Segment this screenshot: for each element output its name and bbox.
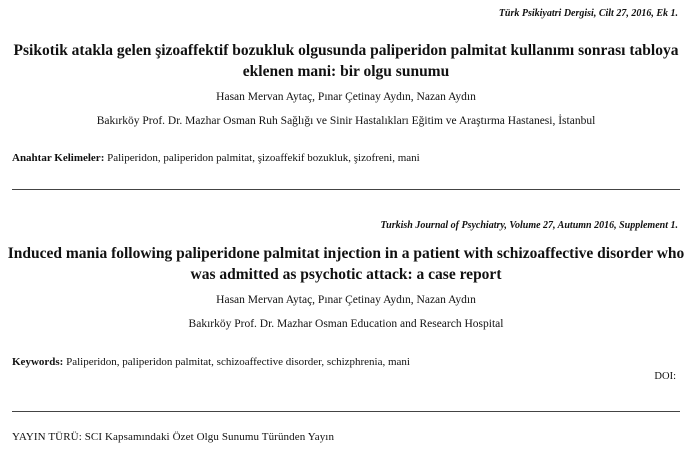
section-divider-top [12,189,680,190]
english-keywords-label: Keywords: [12,356,64,368]
turkish-keywords-text: Paliperidon, paliperidon palmitat, şizoaffekif bozukluk, şizofreni, mani [104,152,420,164]
publication-type: YAYIN TÜRÜ: SCI Kapsamındaki Özet Olgu Sunumu Türünden Yayın [12,431,335,443]
english-title-line-1: Induced mania following paliperidone palmitat injection in a patient with schizoaffective disorder who [7,245,685,262]
english-title-line-2: was admitted as psychotic attack: a case report [190,266,502,283]
turkish-journal-line: Türk Psikiyatri Dergisi, Cilt 27, 2016, Ek 1. [498,8,678,19]
english-keywords-text: Paliperidon, paliperidon palmitat, schizoaffective disorder, schizphrenia, mani [63,356,410,368]
turkish-keywords [12,152,420,164]
turkish-keywords-label: Anahtar Kelimeler: [12,152,105,164]
english-journal-line: Turkish Journal of Psychiatry, Volume 27, Autumn 2016, Supplement 1. [380,220,678,231]
english-keywords [12,356,410,368]
section-divider-bottom [12,411,680,412]
turkish-authors: Hasan Mervan Aytaç, Pınar Çetinay Aydın, Nazan Aydın [216,91,476,103]
turkish-title-line-2: eklenen mani: bir olgu sunumu [242,63,450,80]
english-affiliation: Bakırköy Prof. Dr. Mazhar Osman Education and Research Hospital [188,318,504,330]
turkish-affiliation: Bakırköy Prof. Dr. Mazhar Osman Ruh Sağlığı ve Sinir Hastalıkları Eğitim ve Araştırma Hastanesi, İstanbul [96,115,596,127]
english-authors: Hasan Mervan Aytaç, Pınar Çetinay Aydın, Nazan Aydın [216,294,476,306]
turkish-title-line-1: Psikotik atakla gelen şizoaffektif bozukluk olgusunda paliperidon palmitat kullanımı sonrası tabloya [13,42,679,59]
doi-label: DOI: [654,371,676,382]
